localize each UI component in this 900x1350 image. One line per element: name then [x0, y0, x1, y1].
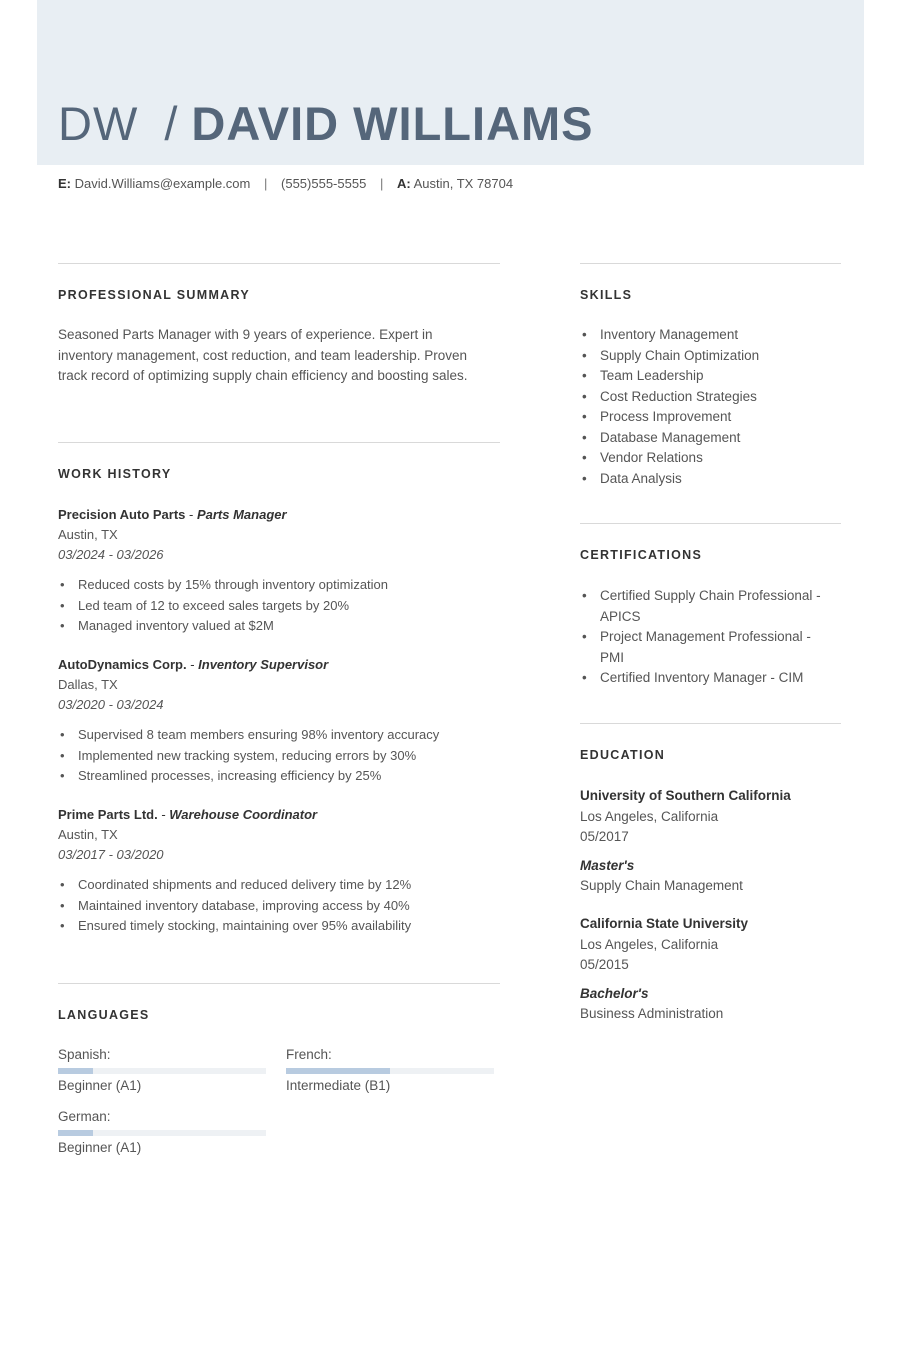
certifications-list [580, 586, 835, 689]
language-proficiency-fill [58, 1068, 93, 1074]
language-proficiency-bar [286, 1068, 494, 1074]
job-company: AutoDynamics Corp. [58, 657, 187, 672]
language-level: Beginner (A1) [58, 1140, 142, 1155]
language-proficiency-fill [286, 1068, 390, 1074]
language-proficiency-fill [58, 1130, 93, 1136]
job-location: Austin, TX [58, 527, 118, 542]
job-bullet: • Implemented new tracking system, reducing errors by 30% [58, 746, 498, 767]
job-bullet: • Coordinated shipments and reduced delivery time by 12% [58, 875, 498, 896]
job-role: Inventory Supervisor [198, 657, 329, 672]
job-dates: 03/2020 - 03/2024 [58, 697, 164, 712]
language-item [58, 1045, 266, 1096]
job-heading [58, 505, 498, 525]
email-label: E: [58, 176, 71, 191]
section-divider [580, 263, 841, 264]
certification-item: • Certified Supply Chain Professional - APICS [580, 586, 835, 627]
skill-item: • Cost Reduction Strategies [580, 387, 841, 408]
language-level: Beginner (A1) [58, 1078, 142, 1093]
contact-line [58, 176, 513, 191]
education-date: 05/2017 [580, 829, 629, 844]
contact-separator: | [379, 176, 384, 191]
summary-title: PROFESSIONAL SUMMARY [58, 288, 250, 302]
job-bullet: • Supervised 8 team members ensuring 98% inventory accuracy [58, 725, 498, 746]
section-divider [58, 983, 500, 984]
job-bullet: • Reduced costs by 15% through inventory optimization [58, 575, 498, 596]
skill-item: • Team Leadership [580, 366, 841, 387]
education-entry [580, 786, 791, 897]
email[interactable]: David.Williams@example.com [74, 176, 251, 191]
job-location: Dallas, TX [58, 677, 118, 692]
education-entry [580, 914, 748, 1025]
languages-title: LANGUAGES [58, 1008, 150, 1022]
job-bullet: • Managed inventory valued at $2M [58, 616, 498, 637]
education-title: EDUCATION [580, 748, 666, 762]
education-field: Supply Chain Management [580, 878, 743, 893]
job-bullet: • Streamlined processes, increasing efficiency by 25% [58, 766, 498, 787]
language-name: French: [286, 1047, 332, 1062]
section-divider [580, 523, 841, 524]
name-slash: / [164, 97, 178, 150]
job-dash: - [186, 657, 199, 672]
language-item [58, 1107, 266, 1158]
work-history-title: WORK HISTORY [58, 467, 172, 481]
job-entry [58, 505, 498, 637]
education-degree: Bachelor's [580, 985, 649, 1001]
education-location: Los Angeles, California [580, 808, 719, 824]
job-heading [58, 655, 498, 675]
education-school: University of Southern California [580, 788, 791, 803]
skill-item: • Vendor Relations [580, 448, 841, 469]
full-name: DAVID WILLIAMS [191, 97, 594, 150]
skills-list [580, 325, 841, 489]
language-level: Intermediate (B1) [286, 1078, 391, 1093]
skill-item: • Supply Chain Optimization [580, 346, 841, 367]
job-heading [58, 805, 498, 825]
skill-item: • Process Improvement [580, 407, 841, 428]
education-school: California State University [580, 916, 749, 931]
skill-item: • Data Analysis [580, 469, 841, 490]
certification-item: • Project Management Professional - PMI [580, 627, 835, 668]
language-item [286, 1045, 494, 1096]
job-bullets [58, 725, 498, 787]
job-bullets [58, 575, 498, 637]
address-label: A: [396, 176, 411, 191]
job-role: Parts Manager [196, 507, 287, 522]
job-bullet: • Maintained inventory database, improving access by 40% [58, 896, 498, 917]
summary-text: Seasoned Parts Manager with 9 years of experience. Expert in inventory management, cost reduction, and team leadership. Proven track record of optimizing supply chain efficiency and boosting sales. [58, 327, 468, 383]
job-bullets [58, 875, 498, 937]
language-name: German: [58, 1109, 111, 1124]
job-entry [58, 655, 498, 787]
initials: DW [58, 97, 139, 150]
job-location: Austin, TX [58, 827, 118, 842]
job-entry [58, 805, 498, 937]
education-degree: Master's [580, 857, 635, 873]
job-role: Warehouse Coordinator [169, 807, 318, 822]
contact-separator: | [264, 176, 268, 191]
job-bullet: • Led team of 12 to exceed sales targets by 20% [58, 596, 498, 617]
job-dash: - [157, 807, 170, 822]
language-proficiency-bar [58, 1130, 266, 1136]
phone[interactable]: (555)555-5555 [281, 176, 367, 191]
skills-title: SKILLS [580, 288, 633, 302]
job-dash: - [185, 507, 197, 522]
section-divider [58, 263, 500, 264]
address: Austin, TX 78704 [413, 176, 514, 191]
job-bullet: • Ensured timely stocking, maintaining over 95% availability [58, 916, 498, 937]
certification-item: • Certified Inventory Manager - CIM [580, 668, 835, 689]
education-field: Business Administration [580, 1006, 724, 1021]
section-divider [58, 442, 500, 443]
certifications-title: CERTIFICATIONS [580, 548, 703, 562]
job-company: Prime Parts Ltd. [58, 807, 158, 822]
job-company: Precision Auto Parts [58, 507, 186, 522]
job-dates: 03/2017 - 03/2020 [58, 847, 164, 862]
skill-item: • Database Management [580, 428, 841, 449]
education-date: 05/2015 [580, 957, 629, 972]
education-location: Los Angeles, California [580, 936, 719, 952]
job-dates: 03/2024 - 03/2026 [58, 547, 164, 562]
skill-item: • Inventory Management [580, 325, 841, 346]
language-proficiency-bar [58, 1068, 266, 1074]
name-heading [58, 96, 594, 152]
language-name: Spanish: [58, 1047, 111, 1062]
section-divider [580, 723, 841, 724]
